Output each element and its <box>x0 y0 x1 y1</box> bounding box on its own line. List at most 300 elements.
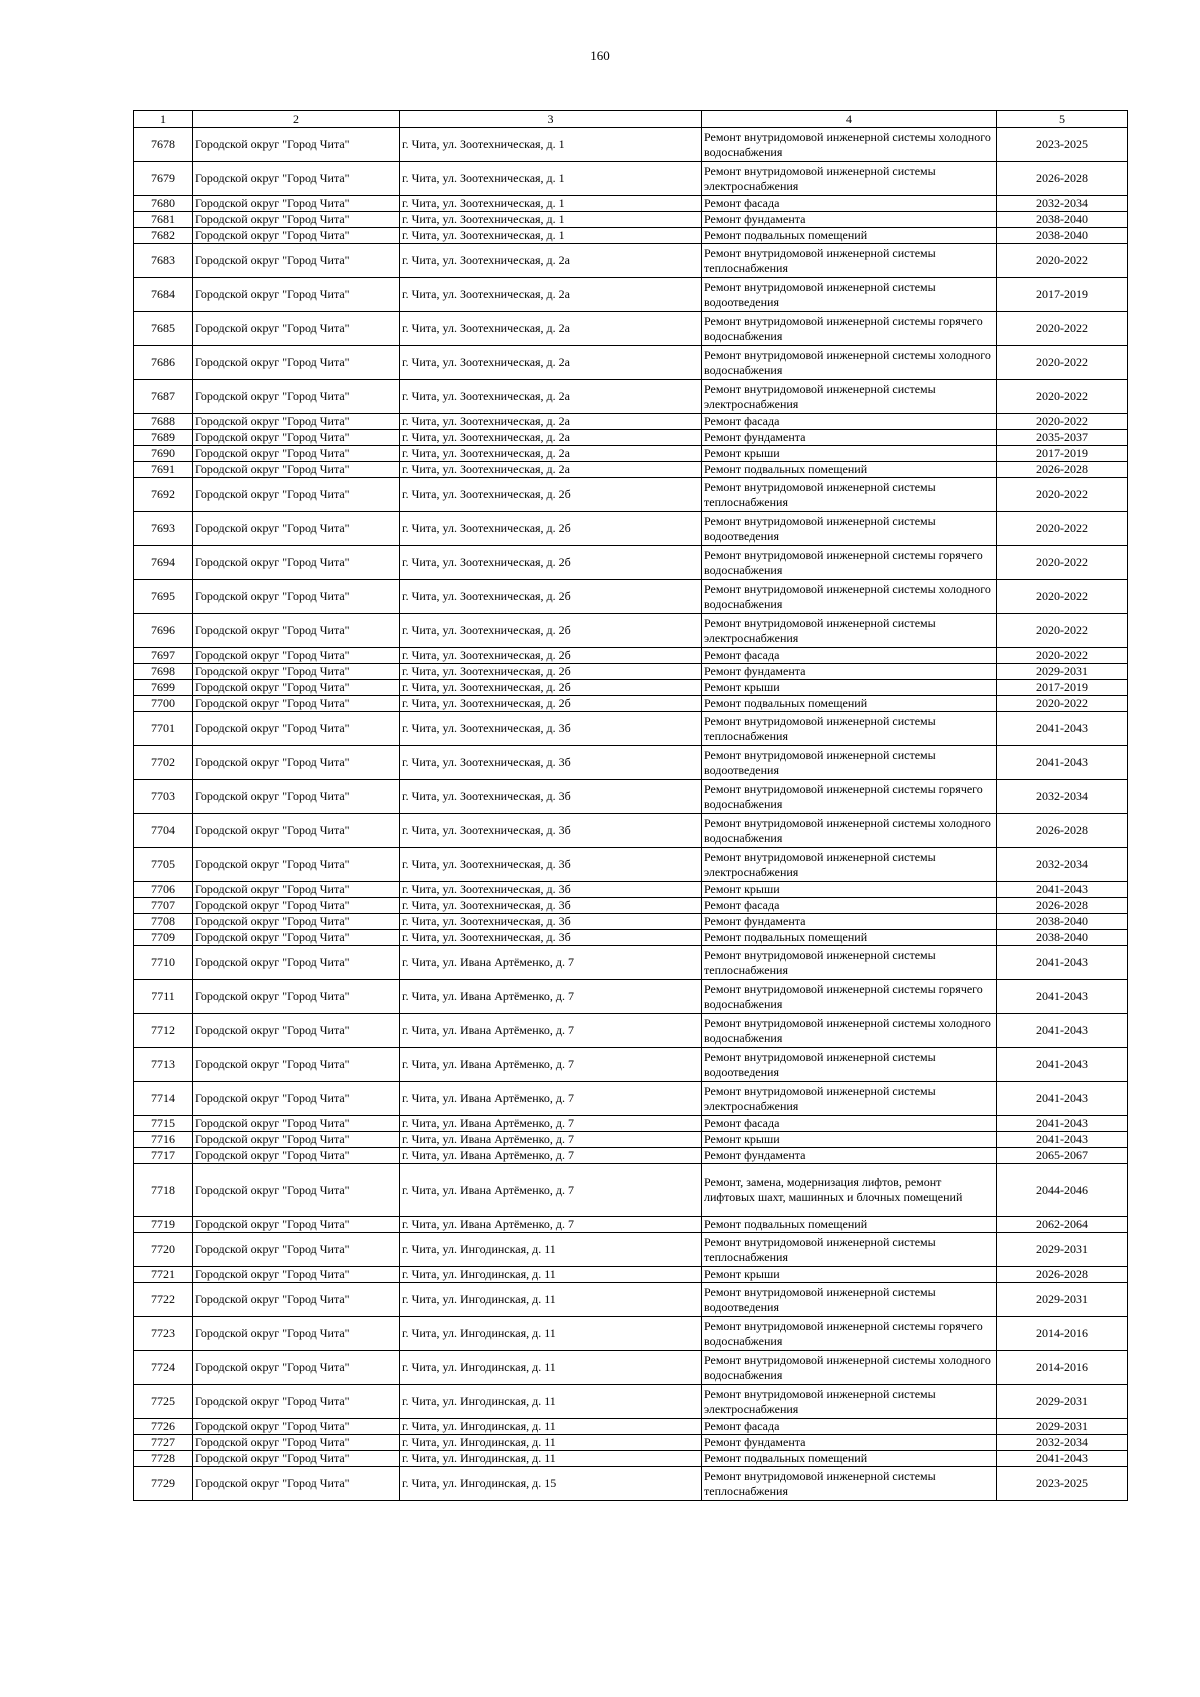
cell-address: г. Чита, ул. Ивана Артёменко, д. 7 <box>400 1116 702 1132</box>
cell-municipality: Городской округ "Город Чита" <box>193 664 400 680</box>
cell-period: 2041-2043 <box>997 1132 1128 1148</box>
cell-period: 2041-2043 <box>997 1082 1128 1116</box>
cell-work-type: Ремонт внутридомовой инженерной системы водоотведения <box>702 512 997 546</box>
cell-municipality: Городской округ "Город Чита" <box>193 1435 400 1451</box>
cell-row-number: 7682 <box>134 228 193 244</box>
cell-address: г. Чита, ул. Зоотехническая, д. 3б <box>400 712 702 746</box>
cell-address: г. Чита, ул. Ингодинская, д. 11 <box>400 1451 702 1467</box>
cell-address: г. Чита, ул. Ингодинская, д. 11 <box>400 1419 702 1435</box>
cell-work-type: Ремонт внутридомовой инженерной системы холодного водоснабжения <box>702 580 997 614</box>
cell-address: г. Чита, ул. Зоотехническая, д. 2а <box>400 346 702 380</box>
cell-municipality: Городской округ "Город Чита" <box>193 898 400 914</box>
cell-work-type: Ремонт фундамента <box>702 212 997 228</box>
cell-period: 2035-2037 <box>997 430 1128 446</box>
cell-period: 2041-2043 <box>997 712 1128 746</box>
cell-municipality: Городской округ "Город Чита" <box>193 580 400 614</box>
cell-period: 2038-2040 <box>997 228 1128 244</box>
cell-municipality: Городской округ "Город Чита" <box>193 780 400 814</box>
table-row <box>134 430 1128 446</box>
table-row <box>134 196 1128 212</box>
cell-municipality: Городской округ "Город Чита" <box>193 228 400 244</box>
cell-period: 2026-2028 <box>997 1267 1128 1283</box>
cell-period: 2044-2046 <box>997 1164 1128 1217</box>
cell-address: г. Чита, ул. Ингодинская, д. 11 <box>400 1385 702 1419</box>
cell-municipality: Городской округ "Город Чита" <box>193 1217 400 1233</box>
cell-period: 2041-2043 <box>997 1014 1128 1048</box>
cell-period: 2041-2043 <box>997 946 1128 980</box>
table-row <box>134 380 1128 414</box>
cell-municipality: Городской округ "Город Чита" <box>193 882 400 898</box>
cell-period: 2038-2040 <box>997 212 1128 228</box>
cell-municipality: Городской округ "Город Чита" <box>193 462 400 478</box>
cell-row-number: 7681 <box>134 212 193 228</box>
cell-period: 2017-2019 <box>997 446 1128 462</box>
cell-address: г. Чита, ул. Зоотехническая, д. 2б <box>400 580 702 614</box>
table-row <box>134 882 1128 898</box>
cell-municipality: Городской округ "Город Чита" <box>193 946 400 980</box>
column-header-3: 3 <box>400 111 702 128</box>
cell-municipality: Городской округ "Город Чита" <box>193 1317 400 1351</box>
cell-row-number: 7694 <box>134 546 193 580</box>
cell-municipality: Городской округ "Город Чита" <box>193 746 400 780</box>
cell-municipality: Городской округ "Город Чита" <box>193 1164 400 1217</box>
cell-municipality: Городской округ "Город Чита" <box>193 914 400 930</box>
cell-period: 2038-2040 <box>997 930 1128 946</box>
table-row <box>134 414 1128 430</box>
cell-period: 2032-2034 <box>997 848 1128 882</box>
cell-address: г. Чита, ул. Ингодинская, д. 11 <box>400 1351 702 1385</box>
cell-address: г. Чита, ул. Зоотехническая, д. 2а <box>400 414 702 430</box>
cell-period: 2029-2031 <box>997 1419 1128 1435</box>
table-row <box>134 648 1128 664</box>
cell-work-type: Ремонт фасада <box>702 1116 997 1132</box>
table-body <box>134 128 1128 1501</box>
cell-period: 2014-2016 <box>997 1317 1128 1351</box>
cell-period: 2017-2019 <box>997 278 1128 312</box>
table-row <box>134 162 1128 196</box>
cell-municipality: Городской округ "Город Чита" <box>193 814 400 848</box>
cell-row-number: 7707 <box>134 898 193 914</box>
cell-row-number: 7713 <box>134 1048 193 1082</box>
cell-address: г. Чита, ул. Зоотехническая, д. 1 <box>400 228 702 244</box>
table-row <box>134 1116 1128 1132</box>
cell-municipality: Городской округ "Город Чита" <box>193 446 400 462</box>
cell-work-type: Ремонт крыши <box>702 680 997 696</box>
cell-row-number: 7703 <box>134 780 193 814</box>
cell-row-number: 7716 <box>134 1132 193 1148</box>
cell-municipality: Городской округ "Город Чита" <box>193 614 400 648</box>
cell-address: г. Чита, ул. Зоотехническая, д. 2а <box>400 244 702 278</box>
cell-municipality: Городской округ "Город Чита" <box>193 430 400 446</box>
cell-work-type: Ремонт фасада <box>702 898 997 914</box>
cell-row-number: 7683 <box>134 244 193 278</box>
cell-period: 2029-2031 <box>997 1283 1128 1317</box>
cell-work-type: Ремонт внутридомовой инженерной системы электроснабжения <box>702 848 997 882</box>
cell-work-type: Ремонт внутридомовой инженерной системы холодного водоснабжения <box>702 1351 997 1385</box>
cell-work-type: Ремонт внутридомовой инженерной системы электроснабжения <box>702 162 997 196</box>
cell-address: г. Чита, ул. Зоотехническая, д. 2а <box>400 312 702 346</box>
cell-municipality: Городской округ "Город Чита" <box>193 196 400 212</box>
cell-work-type: Ремонт подвальных помещений <box>702 228 997 244</box>
cell-work-type: Ремонт фасада <box>702 1419 997 1435</box>
cell-municipality: Городской округ "Город Чита" <box>193 1048 400 1082</box>
table-row <box>134 696 1128 712</box>
table-row <box>134 1283 1128 1317</box>
cell-row-number: 7723 <box>134 1317 193 1351</box>
cell-row-number: 7689 <box>134 430 193 446</box>
table-row <box>134 346 1128 380</box>
cell-work-type: Ремонт подвальных помещений <box>702 462 997 478</box>
cell-row-number: 7679 <box>134 162 193 196</box>
cell-work-type: Ремонт внутридомовой инженерной системы горячего водоснабжения <box>702 780 997 814</box>
cell-period: 2041-2043 <box>997 1048 1128 1082</box>
table-row <box>134 212 1128 228</box>
cell-period: 2020-2022 <box>997 696 1128 712</box>
cell-address: г. Чита, ул. Ивана Артёменко, д. 7 <box>400 1082 702 1116</box>
table-row <box>134 1317 1128 1351</box>
cell-address: г. Чита, ул. Зоотехническая, д. 2а <box>400 462 702 478</box>
cell-row-number: 7699 <box>134 680 193 696</box>
cell-municipality: Городской округ "Город Чита" <box>193 512 400 546</box>
cell-row-number: 7678 <box>134 128 193 162</box>
table-row <box>134 1164 1128 1217</box>
table-row <box>134 580 1128 614</box>
table-row <box>134 1351 1128 1385</box>
cell-address: г. Чита, ул. Ивана Артёменко, д. 7 <box>400 1132 702 1148</box>
table-row <box>134 1082 1128 1116</box>
table-row <box>134 278 1128 312</box>
cell-work-type: Ремонт внутридомовой инженерной системы горячего водоснабжения <box>702 546 997 580</box>
header-row <box>134 111 1128 128</box>
cell-period: 2020-2022 <box>997 512 1128 546</box>
cell-work-type: Ремонт фундамента <box>702 1435 997 1451</box>
cell-work-type: Ремонт внутридомовой инженерной системы теплоснабжения <box>702 244 997 278</box>
cell-period: 2026-2028 <box>997 462 1128 478</box>
cell-row-number: 7709 <box>134 930 193 946</box>
cell-work-type: Ремонт крыши <box>702 1132 997 1148</box>
table-row <box>134 898 1128 914</box>
repair-schedule-table <box>133 110 1128 1501</box>
cell-period: 2026-2028 <box>997 162 1128 196</box>
cell-address: г. Чита, ул. Зоотехническая, д. 1 <box>400 212 702 228</box>
cell-period: 2020-2022 <box>997 414 1128 430</box>
cell-work-type: Ремонт внутридомовой инженерной системы холодного водоснабжения <box>702 346 997 380</box>
cell-municipality: Городской округ "Город Чита" <box>193 278 400 312</box>
cell-work-type: Ремонт внутридомовой инженерной системы холодного водоснабжения <box>702 814 997 848</box>
cell-municipality: Городской округ "Город Чита" <box>193 1267 400 1283</box>
cell-municipality: Городской округ "Город Чита" <box>193 1233 400 1267</box>
cell-address: г. Чита, ул. Зоотехническая, д. 3б <box>400 848 702 882</box>
cell-period: 2032-2034 <box>997 196 1128 212</box>
table-row <box>134 1148 1128 1164</box>
cell-row-number: 7695 <box>134 580 193 614</box>
cell-period: 2026-2028 <box>997 898 1128 914</box>
cell-work-type: Ремонт внутридомовой инженерной системы теплоснабжения <box>702 946 997 980</box>
cell-address: г. Чита, ул. Зоотехническая, д. 2б <box>400 546 702 580</box>
table-row <box>134 712 1128 746</box>
table-row <box>134 946 1128 980</box>
cell-work-type: Ремонт, замена, модернизация лифтов, ремонт лифтовых шахт, машинных и блочных помещений <box>702 1164 997 1217</box>
cell-work-type: Ремонт подвальных помещений <box>702 1451 997 1467</box>
table-row <box>134 746 1128 780</box>
table-row <box>134 614 1128 648</box>
cell-period: 2020-2022 <box>997 614 1128 648</box>
table-row <box>134 814 1128 848</box>
cell-period: 2038-2040 <box>997 914 1128 930</box>
column-header-5: 5 <box>997 111 1128 128</box>
cell-period: 2026-2028 <box>997 814 1128 848</box>
table-row <box>134 848 1128 882</box>
cell-work-type: Ремонт внутридомовой инженерной системы водоотведения <box>702 1283 997 1317</box>
cell-row-number: 7715 <box>134 1116 193 1132</box>
cell-row-number: 7702 <box>134 746 193 780</box>
cell-row-number: 7729 <box>134 1467 193 1501</box>
cell-municipality: Городской округ "Город Чита" <box>193 1351 400 1385</box>
cell-period: 2029-2031 <box>997 664 1128 680</box>
cell-address: г. Чита, ул. Ингодинская, д. 11 <box>400 1283 702 1317</box>
cell-municipality: Городской округ "Город Чита" <box>193 212 400 228</box>
table-row <box>134 680 1128 696</box>
cell-row-number: 7720 <box>134 1233 193 1267</box>
cell-row-number: 7697 <box>134 648 193 664</box>
cell-period: 2041-2043 <box>997 882 1128 898</box>
cell-address: г. Чита, ул. Зоотехническая, д. 1 <box>400 196 702 212</box>
column-header-4: 4 <box>702 111 997 128</box>
cell-period: 2020-2022 <box>997 478 1128 512</box>
cell-address: г. Чита, ул. Зоотехническая, д. 2б <box>400 696 702 712</box>
cell-work-type: Ремонт фундамента <box>702 1148 997 1164</box>
cell-row-number: 7701 <box>134 712 193 746</box>
cell-municipality: Городской округ "Город Чита" <box>193 1385 400 1419</box>
cell-work-type: Ремонт фасада <box>702 414 997 430</box>
cell-row-number: 7704 <box>134 814 193 848</box>
cell-work-type: Ремонт внутридомовой инженерной системы электроснабжения <box>702 380 997 414</box>
cell-row-number: 7700 <box>134 696 193 712</box>
cell-municipality: Городской округ "Город Чита" <box>193 930 400 946</box>
cell-address: г. Чита, ул. Ивана Артёменко, д. 7 <box>400 1164 702 1217</box>
cell-period: 2032-2034 <box>997 1435 1128 1451</box>
cell-municipality: Городской округ "Город Чита" <box>193 312 400 346</box>
cell-municipality: Городской округ "Город Чита" <box>193 1014 400 1048</box>
cell-municipality: Городской округ "Город Чита" <box>193 696 400 712</box>
cell-address: г. Чита, ул. Зоотехническая, д. 2а <box>400 430 702 446</box>
cell-address: г. Чита, ул. Зоотехническая, д. 2а <box>400 278 702 312</box>
cell-row-number: 7717 <box>134 1148 193 1164</box>
cell-period: 2020-2022 <box>997 346 1128 380</box>
cell-address: г. Чита, ул. Зоотехническая, д. 2б <box>400 512 702 546</box>
table-row <box>134 1233 1128 1267</box>
cell-address: г. Чита, ул. Ивана Артёменко, д. 7 <box>400 1014 702 1048</box>
cell-address: г. Чита, ул. Зоотехническая, д. 1 <box>400 162 702 196</box>
cell-row-number: 7718 <box>134 1164 193 1217</box>
cell-row-number: 7690 <box>134 446 193 462</box>
cell-period: 2041-2043 <box>997 1451 1128 1467</box>
cell-work-type: Ремонт фасада <box>702 648 997 664</box>
cell-address: г. Чита, ул. Ингодинская, д. 11 <box>400 1267 702 1283</box>
table-row <box>134 446 1128 462</box>
table-row <box>134 128 1128 162</box>
cell-address: г. Чита, ул. Зоотехническая, д. 2б <box>400 478 702 512</box>
cell-row-number: 7686 <box>134 346 193 380</box>
cell-municipality: Городской округ "Город Чита" <box>193 1467 400 1501</box>
cell-municipality: Городской округ "Город Чита" <box>193 980 400 1014</box>
cell-row-number: 7708 <box>134 914 193 930</box>
cell-municipality: Городской округ "Город Чита" <box>193 1148 400 1164</box>
cell-municipality: Городской округ "Город Чита" <box>193 546 400 580</box>
cell-work-type: Ремонт подвальных помещений <box>702 930 997 946</box>
cell-row-number: 7696 <box>134 614 193 648</box>
cell-work-type: Ремонт внутридомовой инженерной системы холодного водоснабжения <box>702 128 997 162</box>
cell-row-number: 7691 <box>134 462 193 478</box>
cell-row-number: 7725 <box>134 1385 193 1419</box>
cell-address: г. Чита, ул. Ингодинская, д. 11 <box>400 1317 702 1351</box>
cell-municipality: Городской округ "Город Чита" <box>193 1283 400 1317</box>
cell-address: г. Чита, ул. Ивана Артёменко, д. 7 <box>400 980 702 1014</box>
cell-row-number: 7721 <box>134 1267 193 1283</box>
cell-municipality: Городской округ "Город Чита" <box>193 1132 400 1148</box>
cell-address: г. Чита, ул. Зоотехническая, д. 3б <box>400 930 702 946</box>
cell-municipality: Городской округ "Город Чита" <box>193 712 400 746</box>
table-row <box>134 1267 1128 1283</box>
cell-row-number: 7687 <box>134 380 193 414</box>
cell-row-number: 7724 <box>134 1351 193 1385</box>
cell-row-number: 7712 <box>134 1014 193 1048</box>
cell-row-number: 7726 <box>134 1419 193 1435</box>
cell-address: г. Чита, ул. Ивана Артёменко, д. 7 <box>400 1217 702 1233</box>
cell-work-type: Ремонт крыши <box>702 446 997 462</box>
table-row <box>134 546 1128 580</box>
cell-row-number: 7705 <box>134 848 193 882</box>
table-row <box>134 462 1128 478</box>
cell-period: 2065-2067 <box>997 1148 1128 1164</box>
cell-work-type: Ремонт внутридомовой инженерной системы холодного водоснабжения <box>702 1014 997 1048</box>
cell-address: г. Чита, ул. Зоотехническая, д. 1 <box>400 128 702 162</box>
cell-period: 2041-2043 <box>997 1116 1128 1132</box>
table-row <box>134 1217 1128 1233</box>
cell-period: 2029-2031 <box>997 1385 1128 1419</box>
cell-period: 2020-2022 <box>997 580 1128 614</box>
cell-row-number: 7722 <box>134 1283 193 1317</box>
cell-address: г. Чита, ул. Зоотехническая, д. 3б <box>400 746 702 780</box>
cell-municipality: Городской округ "Город Чита" <box>193 848 400 882</box>
table-row <box>134 312 1128 346</box>
page-number: 160 <box>590 48 610 63</box>
cell-row-number: 7710 <box>134 946 193 980</box>
cell-period: 2032-2034 <box>997 780 1128 814</box>
column-header-1: 1 <box>134 111 193 128</box>
table-row <box>134 780 1128 814</box>
table-row <box>134 478 1128 512</box>
cell-municipality: Городской округ "Город Чита" <box>193 1082 400 1116</box>
table-row <box>134 1385 1128 1419</box>
table-row <box>134 980 1128 1014</box>
cell-period: 2020-2022 <box>997 546 1128 580</box>
table-row <box>134 1132 1128 1148</box>
cell-address: г. Чита, ул. Ивана Артёменко, д. 7 <box>400 946 702 980</box>
cell-row-number: 7719 <box>134 1217 193 1233</box>
cell-work-type: Ремонт крыши <box>702 882 997 898</box>
cell-address: г. Чита, ул. Зоотехническая, д. 2б <box>400 648 702 664</box>
cell-municipality: Городской округ "Город Чита" <box>193 648 400 664</box>
cell-period: 2062-2064 <box>997 1217 1128 1233</box>
cell-work-type: Ремонт внутридомовой инженерной системы электроснабжения <box>702 1385 997 1419</box>
cell-address: г. Чита, ул. Ивана Артёменко, д. 7 <box>400 1148 702 1164</box>
cell-work-type: Ремонт внутридомовой инженерной системы горячего водоснабжения <box>702 312 997 346</box>
cell-row-number: 7714 <box>134 1082 193 1116</box>
cell-work-type: Ремонт внутридомовой инженерной системы водоотведения <box>702 278 997 312</box>
cell-period: 2041-2043 <box>997 746 1128 780</box>
cell-address: г. Чита, ул. Зоотехническая, д. 3б <box>400 814 702 848</box>
cell-address: г. Чита, ул. Зоотехническая, д. 2б <box>400 680 702 696</box>
cell-period: 2023-2025 <box>997 1467 1128 1501</box>
table-row <box>134 930 1128 946</box>
cell-work-type: Ремонт фундамента <box>702 914 997 930</box>
cell-address: г. Чита, ул. Ингодинская, д. 15 <box>400 1467 702 1501</box>
cell-address: г. Чита, ул. Зоотехническая, д. 2а <box>400 446 702 462</box>
cell-municipality: Городской округ "Город Чита" <box>193 380 400 414</box>
cell-period: 2020-2022 <box>997 312 1128 346</box>
cell-municipality: Городской округ "Город Чита" <box>193 244 400 278</box>
cell-address: г. Чита, ул. Зоотехническая, д. 3б <box>400 898 702 914</box>
cell-work-type: Ремонт внутридомовой инженерной системы электроснабжения <box>702 614 997 648</box>
cell-municipality: Городской округ "Город Чита" <box>193 128 400 162</box>
table-row <box>134 512 1128 546</box>
cell-work-type: Ремонт внутридомовой инженерной системы водоотведения <box>702 746 997 780</box>
cell-address: г. Чита, ул. Зоотехническая, д. 2б <box>400 664 702 680</box>
cell-row-number: 7685 <box>134 312 193 346</box>
cell-work-type: Ремонт подвальных помещений <box>702 696 997 712</box>
cell-row-number: 7698 <box>134 664 193 680</box>
cell-work-type: Ремонт внутридомовой инженерной системы водоотведения <box>702 1048 997 1082</box>
cell-period: 2029-2031 <box>997 1233 1128 1267</box>
cell-work-type: Ремонт фасада <box>702 196 997 212</box>
cell-work-type: Ремонт внутридомовой инженерной системы теплоснабжения <box>702 1233 997 1267</box>
table-row <box>134 1048 1128 1082</box>
cell-municipality: Городской округ "Город Чита" <box>193 346 400 380</box>
cell-row-number: 7680 <box>134 196 193 212</box>
table-row <box>134 1467 1128 1501</box>
cell-row-number: 7727 <box>134 1435 193 1451</box>
cell-municipality: Городской округ "Город Чита" <box>193 1419 400 1435</box>
cell-municipality: Городской округ "Город Чита" <box>193 414 400 430</box>
cell-address: г. Чита, ул. Ивана Артёменко, д. 7 <box>400 1048 702 1082</box>
table-row <box>134 1419 1128 1435</box>
table-row <box>134 1435 1128 1451</box>
table-row <box>134 1014 1128 1048</box>
cell-row-number: 7684 <box>134 278 193 312</box>
cell-period: 2017-2019 <box>997 680 1128 696</box>
cell-address: г. Чита, ул. Зоотехническая, д. 2а <box>400 380 702 414</box>
cell-address: г. Чита, ул. Зоотехническая, д. 3б <box>400 882 702 898</box>
cell-period: 2014-2016 <box>997 1351 1128 1385</box>
cell-work-type: Ремонт крыши <box>702 1267 997 1283</box>
cell-work-type: Ремонт внутридомовой инженерной системы электроснабжения <box>702 1082 997 1116</box>
cell-address: г. Чита, ул. Зоотехническая, д. 3б <box>400 914 702 930</box>
cell-period: 2020-2022 <box>997 380 1128 414</box>
table-row <box>134 914 1128 930</box>
cell-work-type: Ремонт фундамента <box>702 664 997 680</box>
cell-work-type: Ремонт подвальных помещений <box>702 1217 997 1233</box>
table-row <box>134 228 1128 244</box>
cell-municipality: Городской округ "Город Чита" <box>193 478 400 512</box>
cell-work-type: Ремонт внутридомовой инженерной системы горячего водоснабжения <box>702 1317 997 1351</box>
cell-municipality: Городской округ "Город Чита" <box>193 1451 400 1467</box>
table-row <box>134 1451 1128 1467</box>
cell-work-type: Ремонт внутридомовой инженерной системы теплоснабжения <box>702 712 997 746</box>
cell-address: г. Чита, ул. Ингодинская, д. 11 <box>400 1435 702 1451</box>
cell-row-number: 7688 <box>134 414 193 430</box>
cell-municipality: Городской округ "Город Чита" <box>193 680 400 696</box>
